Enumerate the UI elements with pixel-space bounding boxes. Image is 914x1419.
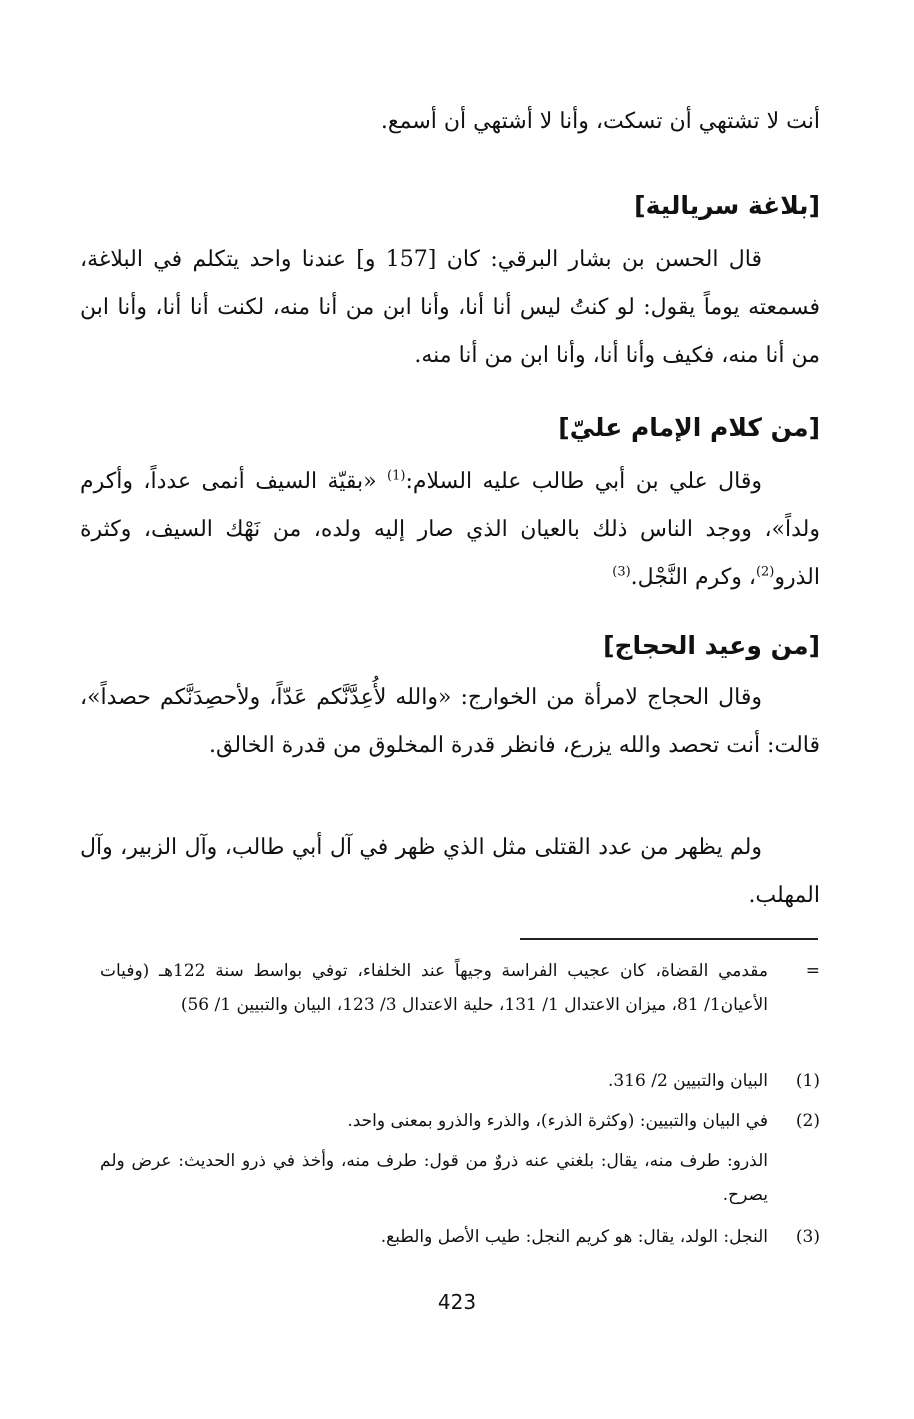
paragraph-text: قال الحسن بن بشار البرقي: كان [157 و] عندنا واحد يتكلم في البلاغة، فسمعته يوماً يقول: لو كنتُ ليس أنا أنا، وأنا ابن من أنا منه، لكنت أنا أنا، وأنا ابن من أنا منه، فكيف وأنا أنا، وأنا ابن من أنا منه. [80, 247, 820, 368]
footnote-text: في البيان والتبيين: (وكثرة الذرء)، والذرء والذرو بمعنى واحد. [347, 1111, 768, 1131]
section-heading-hajjaj-threat: [من وعيد الحجاج] [603, 631, 820, 660]
paragraph-closing-line [80, 98, 820, 146]
paragraph-ali-saying [80, 458, 820, 602]
footnote-2-continued [100, 1144, 820, 1212]
footnote-text: مقدمي القضاة، كان عجيب الفراسة وجيهاً عند الخلفاء، توفي بواسط سنة 122هـ (وفيات الأعيان1/ 81، ميزان الاعتدال 1/ 131، حلية الاعتدال 3/ 123، البيان والتبيين 1/ 56) [100, 961, 768, 1015]
footnote-marker: (2) [795, 1111, 820, 1131]
footnote-marker: (3) [795, 1227, 820, 1247]
paragraph-text: وقال الحجاج لامرأة من الخوارج: «والله لأُعِدَّنَّكم عَدّاً، ولأحصِدَنَّكم حصداً»، قالت: أنت تحصد والله يزرع، فانظر قدرة المخلوق من قدرة الخالق. [80, 685, 820, 758]
footnote-2 [100, 1104, 820, 1138]
footnote-continued [100, 954, 820, 1022]
footnote-text: البيان والتبيين 2/ 316. [607, 1071, 768, 1091]
paragraph-barqi-eloquence [80, 236, 820, 380]
paragraph-text: ولم يظهر من عدد القتلى مثل الذي ظهر في آل أبي طالب، وآل الزبير، وآل المهلب. [80, 835, 820, 908]
paragraph-hajjaj-kharijite [80, 674, 820, 770]
section-heading-surreal-eloquence: [بلاغة سريالية] [634, 191, 820, 220]
footnote-3 [100, 1220, 820, 1254]
section-heading-imam-ali: [من كلام الإمام عليّ] [558, 413, 820, 442]
footnote-1 [100, 1064, 820, 1098]
footnote-reference-2[interactable]: (2) [755, 564, 775, 580]
footnote-separator [520, 938, 818, 940]
footnote-reference-3[interactable]: (3) [612, 564, 631, 580]
paragraph-slain-count [80, 824, 820, 920]
paragraph-text: ، وكرم النَّجْل. [630, 565, 756, 590]
paragraph-text: «بقيّة السيف أنمى عدداً، وأكرم ولداً»، ووجد الناس ذلك بالعيان الذي صار إليه ولده، من نَهْك السيف، وكثرة الذرو [80, 469, 820, 590]
footnote-marker: = [805, 961, 820, 981]
footnote-marker: (1) [795, 1071, 820, 1091]
footnote-text: الذرو: طرف منه، يقال: بلغني عنه ذروٌ من قول: طرف منه، وأخذ في ذرو الحديث: عرض ولم يصرح. [100, 1151, 768, 1205]
paragraph-text: وقال علي بن أبي طالب عليه السلام: [405, 469, 762, 494]
footnote-reference-1[interactable]: (1) [387, 468, 406, 484]
paragraph-text: أنت لا تشتهي أن تسكت، وأنا لا أشتهي أن أسمع. [380, 109, 820, 134]
page-number: 423 [437, 1290, 477, 1314]
footnote-text: النجل: الولد، يقال: هو كريم النجل: طيب الأصل والطبع. [380, 1227, 768, 1247]
